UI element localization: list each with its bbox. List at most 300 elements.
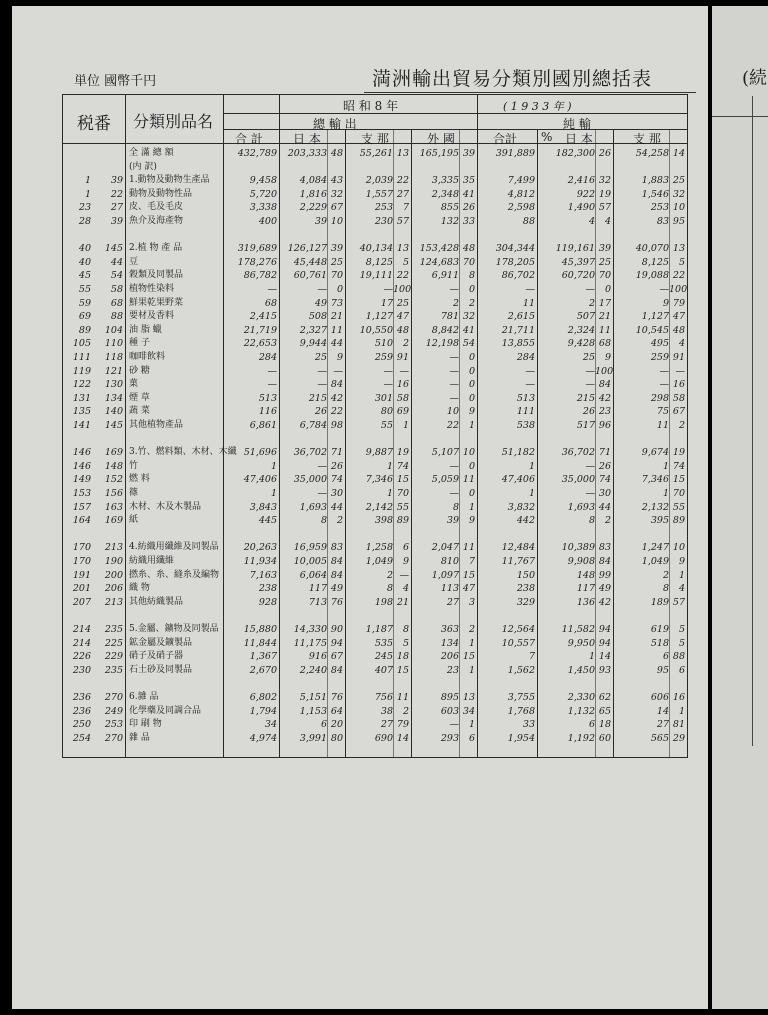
- table-row: [63, 283, 689, 296]
- table-row: [63, 215, 689, 228]
- cell-ja: 26: [314, 406, 327, 418]
- cell-tax: 40: [78, 243, 91, 255]
- cell-id: 130: [104, 379, 123, 391]
- cell-fa: 39: [446, 515, 459, 527]
- cell-fp: 1: [468, 664, 475, 676]
- cell-nca: 8: [662, 583, 669, 595]
- table-row: [63, 256, 689, 269]
- cell-fa: 5,107: [431, 447, 459, 459]
- cell-fa: —: [449, 365, 459, 377]
- cell-ja: —: [317, 365, 327, 377]
- table-row: [63, 705, 689, 718]
- cell-ca: 7,346: [365, 474, 393, 486]
- cell-nt: 12,484: [501, 542, 535, 554]
- cell-cp: 15: [396, 474, 409, 486]
- cell-nt: 304,344: [495, 243, 535, 255]
- cell-ncp: 10: [672, 202, 685, 214]
- cell-fp: 2: [468, 624, 475, 635]
- cell-id: 213: [104, 542, 123, 554]
- cell-njp: 30: [598, 488, 611, 499]
- cell-tot: 513: [258, 392, 277, 404]
- adjacent-page-edge: [712, 6, 768, 1009]
- cell-ja: 126,127: [287, 243, 327, 255]
- cell-nt: 3,832: [507, 501, 535, 513]
- cell-nca: 54,258: [635, 148, 669, 159]
- cell-ja: 5,151: [299, 692, 327, 703]
- cell-cp: 9: [402, 556, 409, 567]
- cell-nt: 1,954: [507, 732, 535, 744]
- adjacent-page-rule: [712, 116, 768, 117]
- cell-njp: 57: [598, 202, 611, 214]
- cell-njp: 23: [598, 406, 611, 418]
- cell-nja: 215: [576, 392, 595, 404]
- gross-export-header: 總 輸 出: [313, 117, 357, 131]
- cell-nca: 19,088: [635, 270, 669, 282]
- cell-name: (内 訳): [129, 161, 157, 172]
- cell-fa: 2: [452, 297, 459, 309]
- cell-nt: 150: [516, 569, 535, 581]
- cell-ncp: 70: [672, 488, 685, 499]
- cell-nt: 442: [516, 515, 535, 527]
- cell-nca: 619: [650, 624, 669, 635]
- net-export-header: 純 輸: [563, 117, 591, 131]
- cell-fa: 132: [440, 216, 459, 227]
- cell-name: 化學藥及同調合品: [129, 705, 202, 716]
- cell-nt: 13,855: [501, 338, 535, 350]
- cell-tot: 2,670: [249, 664, 277, 676]
- cell-tax: 201: [72, 583, 91, 595]
- cell-jp: 67: [330, 202, 343, 214]
- cell-njp: 0: [604, 284, 611, 295]
- cell-ca: 8: [386, 583, 393, 595]
- table-row: [63, 351, 689, 364]
- cell-id: 27: [110, 202, 123, 214]
- cell-id: 169: [104, 447, 123, 459]
- cell-ncp: 25: [672, 175, 685, 187]
- table-row: [63, 337, 689, 350]
- cell-tax: 214: [72, 624, 91, 635]
- cell-jp: 30: [330, 488, 343, 499]
- cell-tax: 149: [72, 474, 91, 486]
- cell-fa: 293: [440, 732, 459, 744]
- cell-jp: 83: [330, 542, 343, 554]
- cell-ja: 2,327: [299, 324, 327, 336]
- cell-ca: 9,887: [365, 447, 393, 459]
- cell-ca: 259: [374, 352, 393, 363]
- net-china-header: 支 那: [633, 132, 661, 146]
- cell-id: 235: [104, 664, 123, 676]
- cell-njp: 42: [598, 392, 611, 404]
- cell-ja: 16,959: [293, 542, 327, 554]
- cell-ja: 11,175: [293, 637, 327, 649]
- cell-nt: 1,768: [507, 705, 535, 717]
- cell-nja: 8: [588, 515, 595, 527]
- adjacent-page-rule: [752, 96, 753, 746]
- table-row: [63, 582, 689, 595]
- cell-tax: 40: [78, 256, 91, 268]
- cell-tot: 20,263: [243, 542, 277, 554]
- cell-nja: 1,490: [567, 202, 595, 214]
- cell-id: 68: [110, 297, 123, 309]
- cell-ncp: 29: [672, 732, 685, 744]
- cell-cp: 21: [396, 596, 409, 608]
- cell-fa: 3,335: [431, 175, 459, 187]
- cell-fp: 0: [468, 284, 475, 295]
- cell-njp: 68: [598, 338, 611, 350]
- cell-nja: 2,416: [567, 175, 595, 187]
- cell-id: 22: [110, 188, 123, 200]
- cell-ca: 1,557: [365, 188, 393, 200]
- cell-nca: 1,127: [641, 311, 669, 323]
- cell-cp: 18: [396, 651, 409, 663]
- cell-fp: 15: [462, 569, 475, 581]
- cell-ncp: 4: [678, 583, 685, 595]
- table-row: [63, 242, 689, 255]
- cell-nt: 329: [516, 596, 535, 608]
- cell-id: 104: [104, 324, 123, 336]
- cell-fp: 0: [468, 460, 475, 472]
- cell-tot: 6,861: [249, 420, 277, 431]
- cell-ncp: 79: [672, 297, 685, 309]
- cell-fa: —: [449, 352, 459, 363]
- cell-cp: 16: [396, 379, 409, 391]
- cell-ja: 1,153: [299, 705, 327, 717]
- cell-ca: 253: [374, 202, 393, 214]
- cell-ncp: 19: [672, 447, 685, 459]
- cell-nca: 14: [656, 705, 669, 717]
- cell-nt: 86,702: [501, 270, 535, 282]
- cell-tax: 191: [72, 569, 91, 581]
- cell-nja: 922: [576, 188, 595, 200]
- cell-jp: 25: [330, 256, 343, 268]
- cell-nca: 1,247: [641, 542, 669, 554]
- cell-fp: 8: [468, 270, 475, 282]
- cell-nja: —: [585, 488, 595, 499]
- cell-name: 種 子: [129, 338, 150, 349]
- cell-id: 118: [104, 352, 123, 363]
- cell-ncp: 74: [672, 460, 685, 472]
- cell-cp: 6: [402, 542, 409, 554]
- cell-ncp: 55: [672, 501, 685, 513]
- cell-jp: 32: [330, 188, 343, 200]
- cell-name: 動物及動物性品: [129, 188, 193, 199]
- cell-name: 鉱金屬及鑛製品: [129, 637, 193, 648]
- cell-cp: 4: [402, 583, 409, 595]
- total-header: 合 計: [235, 132, 263, 146]
- table-row: [63, 487, 689, 500]
- cell-jp: 48: [330, 148, 343, 159]
- cell-nja: 4: [588, 216, 595, 227]
- cell-jp: 20: [330, 719, 343, 731]
- japan-header: 日 本: [293, 132, 321, 146]
- cell-nja: 2,324: [567, 324, 595, 336]
- cell-name: 2.植 物 產 品: [129, 243, 183, 254]
- cell-fa: 23: [446, 664, 459, 676]
- cell-jp: 44: [330, 338, 343, 350]
- cell-ja: 4,084: [299, 175, 327, 187]
- cell-ncp: 91: [672, 352, 685, 363]
- cell-name: 要材及香料: [129, 311, 175, 322]
- cell-tot: 1: [270, 460, 277, 472]
- cell-tax: 164: [72, 515, 91, 527]
- cell-nt: 21,711: [501, 324, 535, 336]
- cell-fp: 0: [468, 379, 475, 391]
- cell-nt: 1: [528, 488, 535, 499]
- cell-nca: 75: [656, 406, 669, 418]
- table-row: [63, 650, 689, 663]
- cell-ncp: 1: [678, 705, 685, 717]
- cell-tot: 11,844: [243, 637, 277, 649]
- cell-njp: 65: [598, 705, 611, 717]
- cell-nt: 178,205: [495, 256, 535, 268]
- cell-fa: 2,047: [431, 542, 459, 554]
- cell-njp: 96: [598, 420, 611, 431]
- cell-name: 石土砂及同製品: [129, 664, 193, 675]
- cell-njp: 11: [598, 324, 611, 336]
- cell-jp: 80: [330, 732, 343, 744]
- cell-nt: 47,406: [501, 474, 535, 486]
- table-row: [63, 501, 689, 514]
- cell-ncp: 9: [678, 556, 685, 567]
- table-row: [63, 297, 689, 310]
- cell-tax: 28: [78, 216, 91, 227]
- cell-nja: 25: [582, 352, 595, 363]
- cell-nt: 238: [516, 583, 535, 595]
- cell-id: 88: [110, 311, 123, 323]
- cell-fp: 11: [462, 474, 475, 486]
- cell-ca: 230: [374, 216, 393, 227]
- cell-nja: 182,300: [555, 148, 595, 159]
- tax-no-header: 税番: [77, 114, 111, 134]
- cell-tax: 111: [72, 352, 91, 363]
- cell-cp: 69: [396, 406, 409, 418]
- cell-njp: 19: [598, 188, 611, 200]
- cell-fa: —: [449, 719, 459, 731]
- cell-fp: 47: [462, 583, 475, 595]
- cell-nca: 495: [650, 338, 669, 350]
- cell-tax: 141: [72, 420, 91, 431]
- cell-cp: 57: [396, 216, 409, 227]
- cell-fa: 6,911: [431, 270, 459, 282]
- cell-nt: —: [525, 365, 535, 377]
- table-row: [63, 378, 689, 391]
- cell-fa: 134: [440, 637, 459, 649]
- cell-fp: 26: [462, 202, 475, 214]
- trade-table: [62, 94, 688, 758]
- cell-fp: 0: [468, 392, 475, 404]
- cell-tax: 1: [84, 175, 91, 187]
- cell-cp: 5: [402, 637, 409, 649]
- cell-jp: 22: [330, 406, 343, 418]
- cell-cp: 91: [396, 352, 409, 363]
- cell-tax: 69: [78, 311, 91, 323]
- cell-njp: 62: [598, 692, 611, 703]
- cell-name: 砂 糖: [129, 365, 150, 376]
- cell-cp: 7: [402, 202, 409, 214]
- cell-ncp: 58: [672, 392, 685, 404]
- cell-cp: 13: [396, 148, 409, 159]
- cell-nja: —: [585, 284, 595, 295]
- cell-name: 皮、毛及毛皮: [129, 202, 184, 213]
- category-header: 分類別品名: [133, 112, 214, 131]
- cell-nt: 12,564: [501, 624, 535, 635]
- cell-id: 200: [104, 569, 123, 581]
- cell-njp: 94: [598, 624, 611, 635]
- cell-ca: —: [383, 284, 393, 295]
- cell-ca: 80: [380, 406, 393, 418]
- cell-jp: 2: [336, 515, 343, 527]
- cell-njp: 84: [598, 379, 611, 391]
- cell-name: 撚糸、糸、縫糸及編物: [129, 569, 220, 580]
- cell-ncp: 5: [678, 256, 685, 268]
- cell-nca: 518: [650, 637, 669, 649]
- cell-nca: 83: [656, 216, 669, 227]
- cell-njp: 21: [598, 311, 611, 323]
- cell-nca: 9,674: [641, 447, 669, 459]
- cell-fp: 48: [462, 243, 475, 255]
- cell-fa: 27: [446, 596, 459, 608]
- cell-name: 雜 品: [129, 732, 150, 743]
- cell-fa: 1,097: [431, 569, 459, 581]
- cell-tot: 284: [258, 352, 277, 363]
- cell-njp: 60: [598, 732, 611, 744]
- cell-nca: 10,545: [635, 324, 669, 336]
- cell-id: 121: [104, 365, 123, 377]
- cell-name: 魚介及海產物: [129, 216, 184, 226]
- cell-fa: 153,428: [419, 243, 459, 255]
- cell-nca: 565: [650, 732, 669, 744]
- cell-ncp: 4: [678, 338, 685, 350]
- cell-id: 270: [104, 692, 123, 703]
- table-row: [63, 392, 689, 405]
- cell-njp: 74: [598, 474, 611, 486]
- cell-cp: 1: [402, 420, 409, 431]
- table-row: [63, 541, 689, 554]
- cell-name: 篠: [129, 488, 139, 498]
- cell-ca: 10,550: [359, 324, 393, 336]
- cell-id: 39: [110, 175, 123, 187]
- cell-ca: 1: [386, 460, 393, 472]
- cell-cp: 55: [396, 501, 409, 513]
- cell-njp: 100: [595, 365, 614, 377]
- cell-tax: 105: [72, 338, 91, 350]
- cell-ja: 3,991: [299, 732, 327, 744]
- cell-nja: —: [585, 365, 595, 377]
- cell-name: 4.紡織用纖維及同製品: [129, 542, 219, 553]
- cell-ca: 690: [374, 732, 393, 744]
- cell-ncp: 10: [672, 542, 685, 554]
- cell-ncp: 88: [672, 651, 685, 663]
- cell-ja: 14,330: [293, 624, 327, 635]
- cell-tot: 86,782: [243, 270, 277, 282]
- cell-ca: —: [383, 365, 393, 377]
- cell-ca: 55: [380, 420, 393, 431]
- cell-fp: 0: [468, 352, 475, 363]
- cell-ncp: 15: [672, 474, 685, 486]
- cell-ja: 713: [308, 596, 327, 608]
- cell-nja: 1,132: [567, 705, 595, 717]
- cell-ca: 2,142: [365, 501, 393, 513]
- cell-nca: 9: [662, 297, 669, 309]
- cell-name: 竹: [129, 460, 139, 471]
- cell-ca: —: [383, 379, 393, 391]
- cell-ca: 19,111: [359, 270, 393, 282]
- cell-nt: 51,182: [501, 447, 535, 459]
- era-header: 昭 和 8 年: [343, 99, 399, 113]
- cell-id: 134: [104, 392, 123, 404]
- cell-nja: 119,161: [555, 243, 595, 255]
- cell-tax: 1: [84, 188, 91, 200]
- cell-jp: 44: [330, 501, 343, 513]
- table-row: [63, 201, 689, 214]
- cell-jp: 10: [330, 216, 343, 227]
- cell-ja: 9,944: [299, 338, 327, 350]
- net-japan-header: 日 本: [565, 132, 593, 146]
- cell-ja: 8: [320, 515, 327, 527]
- cell-jp: 84: [330, 379, 343, 391]
- cell-nca: —: [659, 365, 669, 377]
- cell-nja: —: [585, 379, 595, 391]
- cell-cp: 70: [396, 488, 409, 499]
- cell-name: 紙: [129, 515, 139, 526]
- cell-tax: 131: [72, 392, 91, 404]
- cell-tot: —: [267, 379, 277, 391]
- cell-nt: 1: [528, 460, 535, 472]
- cell-tax: 207: [72, 596, 91, 608]
- cell-id: 235: [104, 624, 123, 635]
- cell-name: 煙 草: [129, 392, 150, 403]
- cell-id: 140: [104, 406, 123, 418]
- cell-ncp: 2: [678, 420, 685, 431]
- cell-tax: 254: [72, 732, 91, 744]
- cell-njp: 99: [598, 569, 611, 581]
- cell-ja: 39: [314, 216, 327, 227]
- cell-ja: 10,005: [293, 556, 327, 567]
- cell-cp: 5: [402, 256, 409, 268]
- cell-fp: 0: [468, 365, 475, 377]
- cell-nca: 27: [656, 719, 669, 731]
- cell-ja: 60,761: [293, 270, 327, 282]
- cell-ncp: 100: [669, 284, 688, 295]
- cell-fp: 13: [462, 692, 475, 703]
- table-row: [63, 623, 689, 636]
- cell-tax: 236: [72, 705, 91, 717]
- cell-njp: 26: [598, 148, 611, 159]
- cell-fa: 124,683: [419, 256, 459, 268]
- cell-nca: 40,070: [635, 243, 669, 255]
- cell-nt: 33: [522, 719, 535, 731]
- cell-ca: 2: [386, 569, 393, 581]
- cell-cp: 19: [396, 447, 409, 459]
- cell-tot: 432,789: [237, 148, 277, 159]
- cell-nja: 9,428: [567, 338, 595, 350]
- cell-name: 1.動物及動物生產品: [129, 175, 210, 186]
- cell-nca: 7,346: [641, 474, 669, 486]
- cell-tot: —: [267, 365, 277, 377]
- table-row: [63, 324, 689, 337]
- cell-nja: 2: [588, 297, 595, 309]
- cell-ca: 245: [374, 651, 393, 663]
- cell-cp: 47: [396, 311, 409, 323]
- cell-jp: 76: [330, 596, 343, 608]
- cell-name: 鮮果乾果野菜: [129, 297, 184, 308]
- cell-tot: 7,163: [249, 569, 277, 581]
- cell-nt: —: [525, 284, 535, 295]
- cell-nja: 26: [582, 406, 595, 418]
- cell-fa: —: [449, 488, 459, 499]
- cell-name: 油 脂 蠟: [129, 324, 162, 335]
- cell-tax: 122: [72, 379, 91, 391]
